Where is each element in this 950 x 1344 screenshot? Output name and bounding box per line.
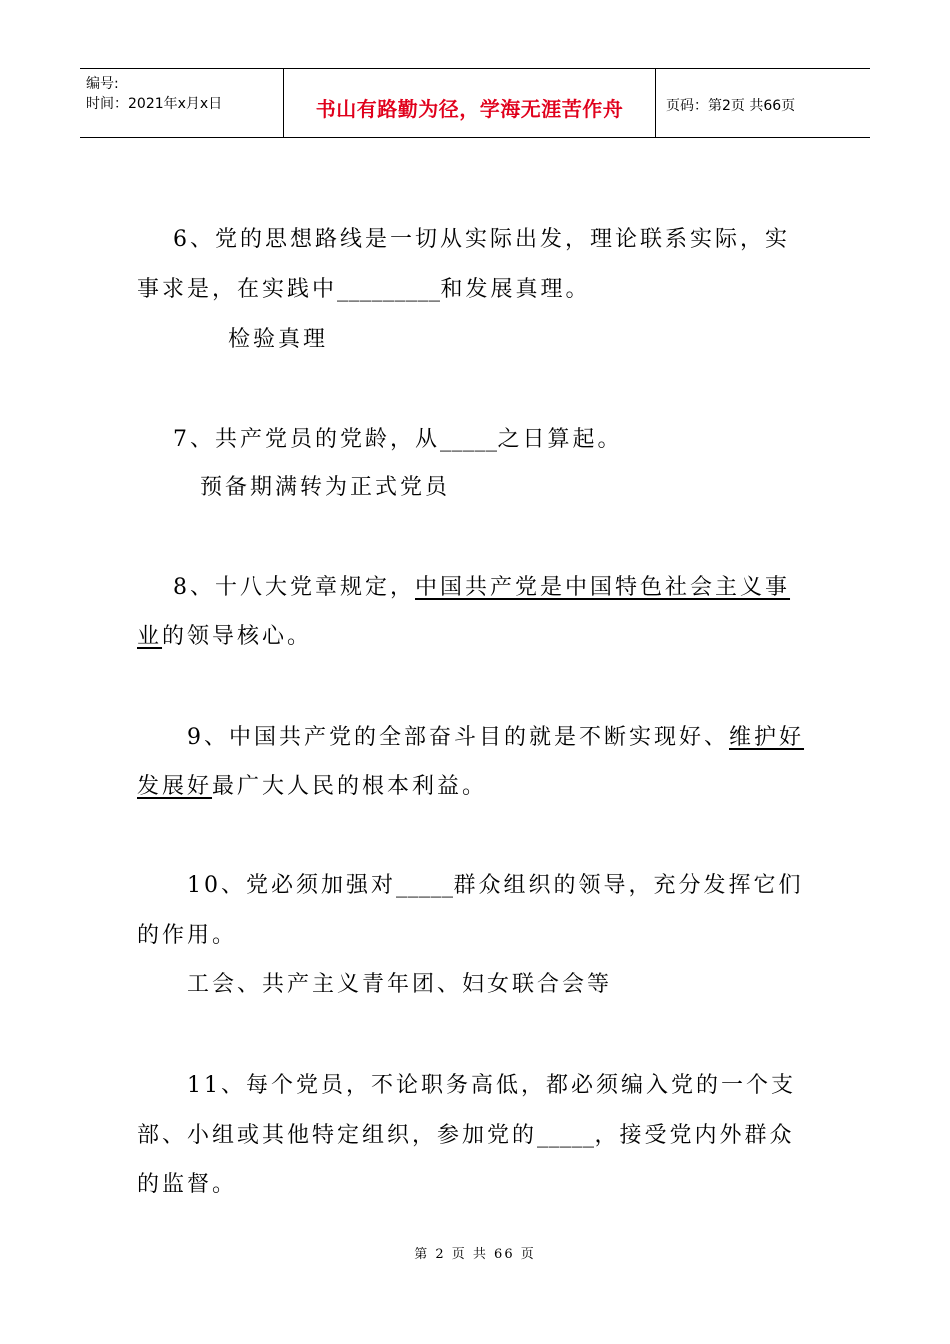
q6-blank: _________ [337,277,441,302]
q6-text-b: 和发展真理。 [440,277,591,302]
page-info: 页码：第2页 共66页 [666,98,796,114]
q8-line1 [173,570,790,601]
header-page-cell [656,69,870,137]
q6-line1: 6、党的思想路线是一切从实际出发，理论联系实际，实 [173,227,790,252]
q11-line1: 11、每个党员，不论职务高低，都必须编入党的一个支 [187,1073,796,1098]
q10-text-b: 群众组织的领导，充分发挥它们 [453,873,804,898]
q9-answer-underlined-1: 维护好 [729,725,805,750]
time-label: 时间：2021年x月x日 [86,96,223,112]
q10-line2: 的作用。 [137,923,238,948]
q11-text-a: 部、小组或其他特定组织，参加党的 [137,1123,538,1148]
q9-line2 [137,769,487,800]
q10-blank: _____ [396,873,454,898]
q8-answer-underlined-2: 业 [137,624,163,649]
q7-text-b: 之日算起。 [497,427,623,452]
q10-text-a: 10、党必须加强对 [187,873,396,898]
motto: 书山有路勤为径，学海无涯苦作舟 [315,97,624,121]
header-table [80,68,870,138]
q9-text-a: 9、中国共产党的全部奋斗目的就是不断实现好、 [187,725,729,750]
q11-line2 [137,1118,795,1149]
q8-answer-underlined-1: 中国共产党是中国特色社会主义事 [415,575,791,600]
q6-line2 [137,272,591,303]
header-motto-cell [284,69,656,137]
q7-text-a: 7、共产党员的党龄，从 [173,427,440,452]
number-label: 编号: [86,76,119,92]
q9-answer-underlined-2: 发展好 [137,774,213,799]
q10-answer: 工会、共产主义青年团、妇女联合会等 [187,972,613,997]
header-meta-cell [80,69,284,137]
q8-line2 [137,619,312,650]
q8-text-a: 8、十八大党章规定， [173,575,415,600]
q7-line1 [173,422,623,453]
q6-text-a: 事求是，在实践中 [137,277,338,302]
q9-text-b: 最广大人民的根本利益。 [212,774,488,799]
page-footer: 第 2 页 共 66 页 [414,1247,536,1262]
q11-line3: 的监督。 [137,1172,238,1197]
q6-answer: 检验真理 [228,327,329,352]
q9-line1 [187,720,804,751]
q8-text-b: 的领导核心。 [162,624,313,649]
q10-line1 [187,868,804,899]
q11-blank: _____ [537,1123,595,1148]
q11-text-b: ，接受党内外群众 [594,1123,795,1148]
q7-blank: _____ [440,427,498,452]
q7-answer: 预备期满转为正式党员 [200,475,451,500]
